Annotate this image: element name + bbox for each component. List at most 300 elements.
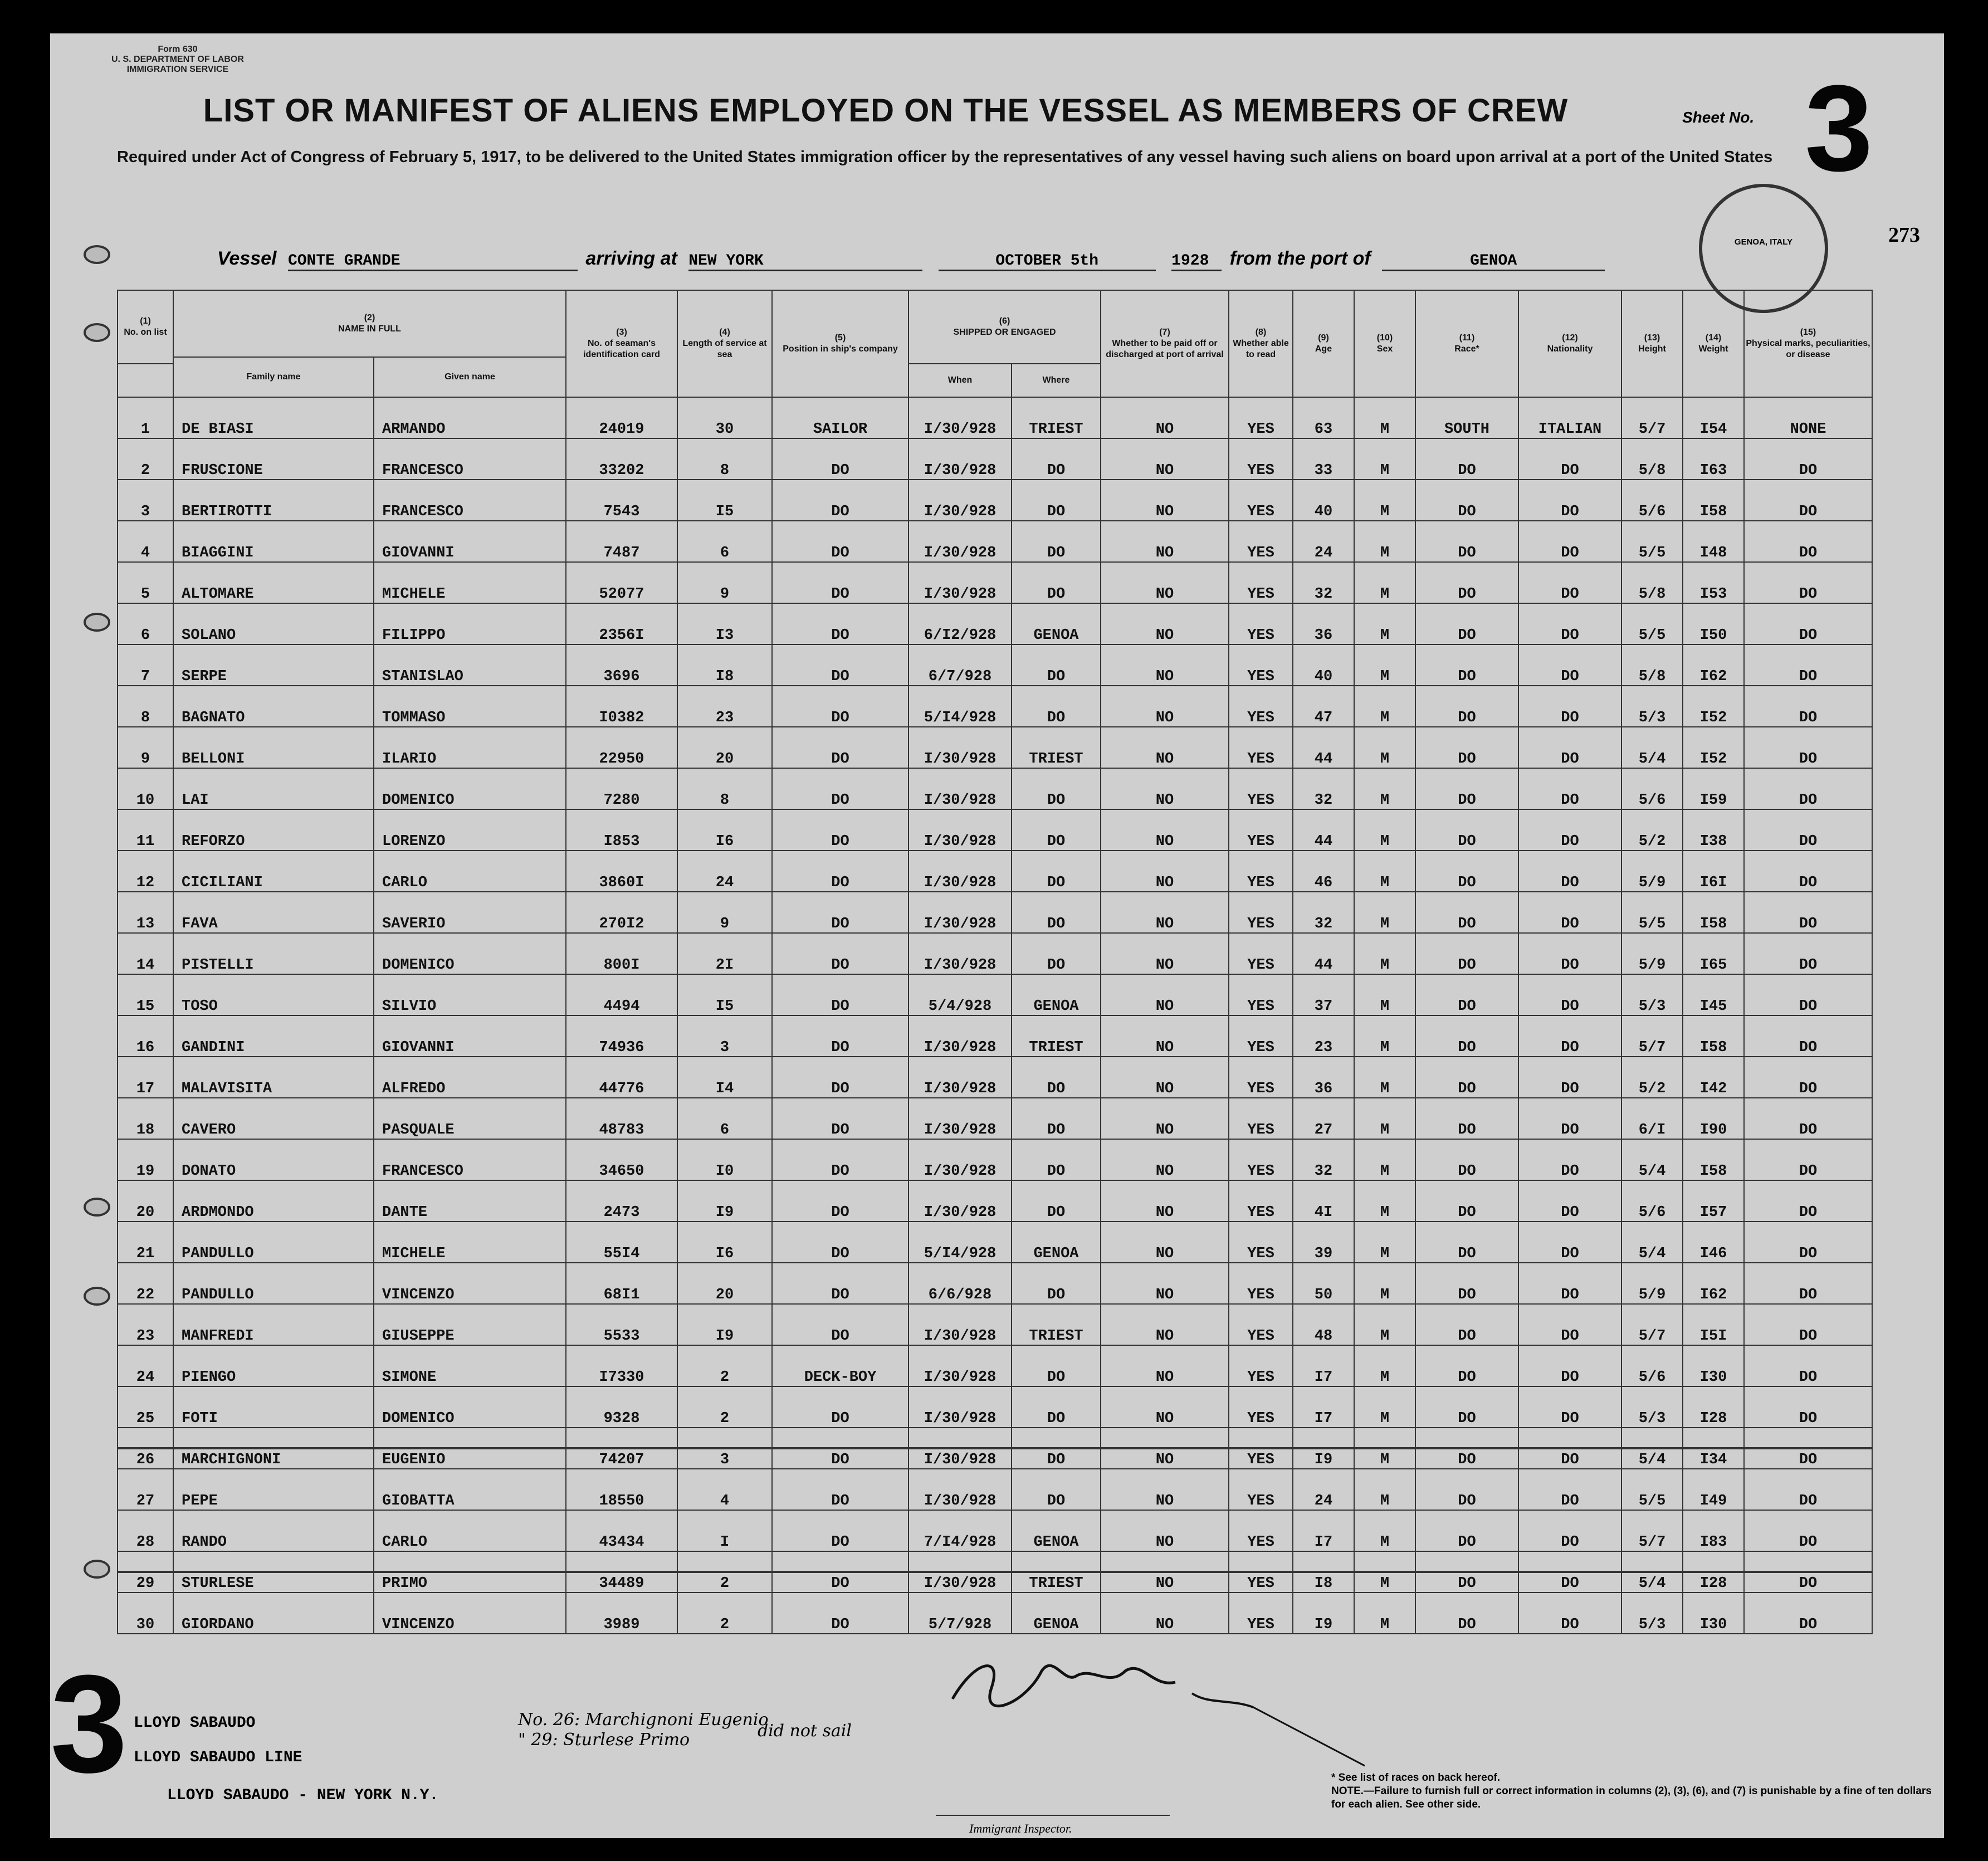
paid-off-cell: NO xyxy=(1101,1180,1229,1222)
family-name-cell: MALAVISITA xyxy=(173,1057,374,1098)
row-number-cell: 24 xyxy=(118,1345,173,1386)
family-name-cell: PANDULLO xyxy=(173,1222,374,1263)
service-length-cell: 30 xyxy=(677,397,772,438)
race-cell: DO xyxy=(1415,1428,1518,1469)
service-length-cell: 4 xyxy=(677,1469,772,1510)
card-number-cell: 34650 xyxy=(566,1139,677,1180)
vessel-name: CONTE GRANDE xyxy=(288,252,578,271)
height-cell: 5/4 xyxy=(1621,727,1683,768)
shipped-when-cell: I/30/928 xyxy=(908,1304,1012,1345)
height-cell: 5/9 xyxy=(1621,851,1683,892)
manifest-sheet xyxy=(50,33,1944,1858)
given-name-cell: DANTE xyxy=(374,1180,566,1222)
position-cell: DO xyxy=(772,851,908,892)
race-cell: DO xyxy=(1415,1510,1518,1551)
service-length-cell: 8 xyxy=(677,768,772,809)
age-cell: 40 xyxy=(1293,644,1354,686)
card-number-cell: 9328 xyxy=(566,1386,677,1428)
table-row xyxy=(118,1510,1872,1551)
sex-cell: M xyxy=(1354,686,1415,727)
race-cell: DO xyxy=(1415,1057,1518,1098)
height-cell: 5/4 xyxy=(1621,1139,1683,1180)
given-name-cell: GIOVANNI xyxy=(374,521,566,562)
table-row xyxy=(118,1345,1872,1386)
race-cell: DO xyxy=(1415,727,1518,768)
shipped-where-cell: DO xyxy=(1012,438,1101,480)
able-to-read-cell: YES xyxy=(1229,603,1293,644)
card-number-cell: I7330 xyxy=(566,1345,677,1386)
col-age-header: (9) Age xyxy=(1293,290,1354,397)
race-cell: DO xyxy=(1415,644,1518,686)
able-to-read-cell: YES xyxy=(1229,562,1293,603)
able-to-read-cell: YES xyxy=(1229,397,1293,438)
height-cell: 5/5 xyxy=(1621,1469,1683,1510)
card-number-cell: 7543 xyxy=(566,480,677,521)
family-name-cell: CAVERO xyxy=(173,1098,374,1139)
race-cell: DO xyxy=(1415,521,1518,562)
shipped-when-cell: I/30/928 xyxy=(908,1469,1012,1510)
service-length-cell: 8 xyxy=(677,438,772,480)
age-cell: I7 xyxy=(1293,1510,1354,1551)
nationality-cell: DO xyxy=(1518,1222,1621,1263)
vessel-line xyxy=(217,248,1605,271)
physical-marks-cell: DO xyxy=(1744,1386,1872,1428)
punch-hole xyxy=(84,1287,110,1306)
given-name-cell: VINCENZO xyxy=(374,1263,566,1304)
height-cell: 5/8 xyxy=(1621,438,1683,480)
table-row xyxy=(118,1428,1872,1469)
col-card-header: (3) No. of seaman's identification card xyxy=(566,290,677,397)
row-number-cell: 1 xyxy=(118,397,173,438)
sex-cell: M xyxy=(1354,1015,1415,1057)
card-number-cell: 2473 xyxy=(566,1180,677,1222)
physical-marks-cell: DO xyxy=(1744,1469,1872,1510)
shipped-where-cell: DO xyxy=(1012,768,1101,809)
row-number-cell: 28 xyxy=(118,1510,173,1551)
shipped-when-cell: I/30/928 xyxy=(908,1180,1012,1222)
nationality-cell: DO xyxy=(1518,562,1621,603)
col-position-header: (5) Position in ship's company xyxy=(772,290,908,397)
row-number-cell: 30 xyxy=(118,1593,173,1634)
col-sex-header: (10) Sex xyxy=(1354,290,1415,397)
sex-cell: M xyxy=(1354,1180,1415,1222)
able-to-read-cell: YES xyxy=(1229,1015,1293,1057)
service-length-cell: 3 xyxy=(677,1428,772,1469)
family-name-cell: FRUSCIONE xyxy=(173,438,374,480)
given-name-cell: FRANCESCO xyxy=(374,438,566,480)
given-name-cell: SAVERIO xyxy=(374,892,566,933)
row-number-cell: 8 xyxy=(118,686,173,727)
position-cell: DO xyxy=(772,974,908,1015)
race-cell: DO xyxy=(1415,1345,1518,1386)
service-length-cell: I xyxy=(677,1510,772,1551)
shipped-where-cell: DO xyxy=(1012,1428,1101,1469)
nationality-cell: DO xyxy=(1518,851,1621,892)
punch-hole xyxy=(84,613,110,632)
race-cell: DO xyxy=(1415,1304,1518,1345)
document-title: LIST OR MANIFEST OF ALIENS EMPLOYED ON THE VESSEL AS MEMBERS OF CREW xyxy=(203,92,1569,129)
height-cell: 5/4 xyxy=(1621,1428,1683,1469)
physical-marks-cell: DO xyxy=(1744,1139,1872,1180)
height-cell: 5/7 xyxy=(1621,1304,1683,1345)
shipped-where-cell: TRIEST xyxy=(1012,1304,1101,1345)
able-to-read-cell: YES xyxy=(1229,727,1293,768)
sex-cell: M xyxy=(1354,1222,1415,1263)
physical-marks-cell: DO xyxy=(1744,974,1872,1015)
family-name-cell: CICILIANI xyxy=(173,851,374,892)
race-footnote: * See list of races on back hereof. xyxy=(1331,1772,1501,1784)
card-number-cell: 55I4 xyxy=(566,1222,677,1263)
family-name-cell: PIENGO xyxy=(173,1345,374,1386)
sex-cell: M xyxy=(1354,1345,1415,1386)
physical-marks-cell: DO xyxy=(1744,1345,1872,1386)
position-cell: DO xyxy=(772,1263,908,1304)
given-name-cell: FRANCESCO xyxy=(374,480,566,521)
physical-marks-cell: NONE xyxy=(1744,397,1872,438)
card-number-cell: 4494 xyxy=(566,974,677,1015)
able-to-read-cell: YES xyxy=(1229,686,1293,727)
sex-cell: M xyxy=(1354,644,1415,686)
position-cell: DO xyxy=(772,521,908,562)
height-cell: 5/9 xyxy=(1621,933,1683,974)
paid-off-cell: NO xyxy=(1101,1510,1229,1551)
shipped-where-cell: GENOA xyxy=(1012,1510,1101,1551)
row-number-cell: 15 xyxy=(118,974,173,1015)
table-row xyxy=(118,933,1872,974)
position-cell: DO xyxy=(772,480,908,521)
given-name-cell: MICHELE xyxy=(374,562,566,603)
age-cell: 23 xyxy=(1293,1015,1354,1057)
physical-marks-cell: DO xyxy=(1744,1222,1872,1263)
shipped-where-cell: DO xyxy=(1012,480,1101,521)
able-to-read-cell: YES xyxy=(1229,851,1293,892)
given-name-cell: LORENZO xyxy=(374,809,566,851)
arrival-year: 1928 xyxy=(1171,252,1222,271)
service-length-cell: 9 xyxy=(677,562,772,603)
shipped-when-cell: I/30/928 xyxy=(908,809,1012,851)
height-cell: 5/4 xyxy=(1621,1222,1683,1263)
sex-cell: M xyxy=(1354,1139,1415,1180)
physical-marks-cell: DO xyxy=(1744,562,1872,603)
sex-cell: M xyxy=(1354,933,1415,974)
weight-cell: I57 xyxy=(1683,1180,1744,1222)
age-cell: 46 xyxy=(1293,851,1354,892)
weight-cell: I5I xyxy=(1683,1304,1744,1345)
card-number-cell: 5533 xyxy=(566,1304,677,1345)
card-number-cell: 34489 xyxy=(566,1551,677,1593)
race-cell: DO xyxy=(1415,1015,1518,1057)
row-number-cell: 6 xyxy=(118,603,173,644)
punch-hole xyxy=(84,323,110,342)
sex-cell: M xyxy=(1354,562,1415,603)
paid-off-cell: NO xyxy=(1101,1098,1229,1139)
sex-cell: M xyxy=(1354,768,1415,809)
card-number-cell: 3989 xyxy=(566,1593,677,1634)
table-row xyxy=(118,1469,1872,1510)
physical-marks-cell: DO xyxy=(1744,892,1872,933)
sheet-number-large: 3 xyxy=(50,1646,128,1801)
card-number-cell: 24019 xyxy=(566,397,677,438)
sheet-label: Sheet No. xyxy=(1682,109,1755,126)
age-cell: 44 xyxy=(1293,809,1354,851)
departure-port: GENOA xyxy=(1382,252,1605,271)
weight-cell: I52 xyxy=(1683,686,1744,727)
table-row xyxy=(118,851,1872,892)
able-to-read-cell: YES xyxy=(1229,1345,1293,1386)
from-label: from the port of xyxy=(1229,248,1371,269)
card-number-cell: 52077 xyxy=(566,562,677,603)
weight-cell: I58 xyxy=(1683,1139,1744,1180)
able-to-read-cell: YES xyxy=(1229,933,1293,974)
shipped-where-cell: DO xyxy=(1012,933,1101,974)
race-cell: DO xyxy=(1415,1593,1518,1634)
physical-marks-cell: DO xyxy=(1744,1057,1872,1098)
weight-cell: I58 xyxy=(1683,1015,1744,1057)
given-name-cell: ALFREDO xyxy=(374,1057,566,1098)
vessel-label: Vessel xyxy=(217,248,277,269)
age-cell: 32 xyxy=(1293,562,1354,603)
service-length-cell: 2 xyxy=(677,1345,772,1386)
nationality-cell: DO xyxy=(1518,809,1621,851)
race-cell: DO xyxy=(1415,603,1518,644)
shipped-when-cell: I/30/928 xyxy=(908,1139,1012,1180)
card-number-cell: 74207 xyxy=(566,1428,677,1469)
shipped-where-cell: GENOA xyxy=(1012,603,1101,644)
service-length-cell: I5 xyxy=(677,974,772,1015)
shipped-when-cell: 5/4/928 xyxy=(908,974,1012,1015)
able-to-read-cell: YES xyxy=(1229,974,1293,1015)
given-name-cell: DOMENICO xyxy=(374,1386,566,1428)
nationality-cell: DO xyxy=(1518,727,1621,768)
paid-off-cell: NO xyxy=(1101,1345,1229,1386)
physical-marks-cell: DO xyxy=(1744,1304,1872,1345)
paid-off-cell: NO xyxy=(1101,1222,1229,1263)
age-cell: 63 xyxy=(1293,397,1354,438)
nationality-cell: DO xyxy=(1518,1098,1621,1139)
given-name-cell: CARLO xyxy=(374,851,566,892)
family-name-cell: GANDINI xyxy=(173,1015,374,1057)
given-name-cell: GIUSEPPE xyxy=(374,1304,566,1345)
shipped-when-cell: 6/6/928 xyxy=(908,1263,1012,1304)
position-cell: DO xyxy=(772,1222,908,1263)
age-cell: 24 xyxy=(1293,1469,1354,1510)
shipped-when-cell: 7/I4/928 xyxy=(908,1510,1012,1551)
table-row xyxy=(118,644,1872,686)
service-length-cell: I8 xyxy=(677,644,772,686)
shipped-where-cell: GENOA xyxy=(1012,974,1101,1015)
nationality-cell: DO xyxy=(1518,1469,1621,1510)
given-name-cell: FILIPPO xyxy=(374,603,566,644)
physical-marks-cell: DO xyxy=(1744,686,1872,727)
sex-cell: M xyxy=(1354,1551,1415,1593)
race-cell: DO xyxy=(1415,933,1518,974)
service-length-cell: 20 xyxy=(677,727,772,768)
punch-hole xyxy=(84,1198,110,1217)
shipped-when-cell: I/30/928 xyxy=(908,521,1012,562)
given-name-cell: DOMENICO xyxy=(374,933,566,974)
shipped-when-cell: I/30/928 xyxy=(908,933,1012,974)
paid-off-cell: NO xyxy=(1101,851,1229,892)
physical-marks-cell: DO xyxy=(1744,644,1872,686)
paid-off-cell: NO xyxy=(1101,1593,1229,1634)
position-cell: DO xyxy=(772,1180,908,1222)
height-cell: 5/3 xyxy=(1621,974,1683,1015)
handwritten-note: No. 26: Marchignoni Eugenio " 29: Sturlese Primo xyxy=(518,1710,769,1750)
able-to-read-cell: YES xyxy=(1229,438,1293,480)
service-length-cell: 3 xyxy=(677,1015,772,1057)
sex-cell: M xyxy=(1354,397,1415,438)
card-number-cell: 2356I xyxy=(566,603,677,644)
arriving-port: NEW YORK xyxy=(688,252,922,271)
position-cell: DECK-BOY xyxy=(772,1345,908,1386)
position-cell: DO xyxy=(772,1057,908,1098)
position-cell: SAILOR xyxy=(772,397,908,438)
shipped-when-cell: 5/7/928 xyxy=(908,1593,1012,1634)
shipped-when-cell: I/30/928 xyxy=(908,1428,1012,1469)
physical-marks-cell: DO xyxy=(1744,1015,1872,1057)
row-number-cell: 26 xyxy=(118,1428,173,1469)
family-name-cell: FOTI xyxy=(173,1386,374,1428)
col-read-header: (8) Whether able to read xyxy=(1229,290,1293,397)
card-number-cell: 68I1 xyxy=(566,1263,677,1304)
shipped-where-cell: DO xyxy=(1012,1098,1101,1139)
race-cell: DO xyxy=(1415,1469,1518,1510)
weight-cell: I28 xyxy=(1683,1386,1744,1428)
given-name-cell: SILVIO xyxy=(374,974,566,1015)
able-to-read-cell: YES xyxy=(1229,1180,1293,1222)
paid-off-cell: NO xyxy=(1101,1551,1229,1593)
physical-marks-cell: DO xyxy=(1744,1428,1872,1469)
position-cell: DO xyxy=(772,562,908,603)
service-length-cell: I6 xyxy=(677,809,772,851)
age-cell: I9 xyxy=(1293,1428,1354,1469)
height-cell: 5/4 xyxy=(1621,1551,1683,1593)
nationality-cell: DO xyxy=(1518,1510,1621,1551)
age-cell: 37 xyxy=(1293,974,1354,1015)
sex-cell: M xyxy=(1354,521,1415,562)
sex-cell: M xyxy=(1354,892,1415,933)
sex-cell: M xyxy=(1354,438,1415,480)
shipped-where-cell: DO xyxy=(1012,1139,1101,1180)
position-cell: DO xyxy=(772,438,908,480)
document-subtitle: Required under Act of Congress of February 5, 1917, to be delivered to the United States immigration officer by the representatives of any vessel having such aliens on board upon arrival at a port of the United States xyxy=(117,148,1773,166)
service-length-cell: I6 xyxy=(677,1222,772,1263)
shipped-when-cell: I/30/928 xyxy=(908,1015,1012,1057)
service-length-cell: 6 xyxy=(677,1098,772,1139)
weight-cell: I45 xyxy=(1683,974,1744,1015)
height-cell: 5/5 xyxy=(1621,892,1683,933)
card-number-cell: 800I xyxy=(566,933,677,974)
position-cell: DO xyxy=(772,768,908,809)
service-length-cell: 2 xyxy=(677,1593,772,1634)
table-row xyxy=(118,480,1872,521)
shipped-when-cell: I/30/928 xyxy=(908,1345,1012,1386)
col-paid-header: (7) Whether to be paid off or discharged at port of arrival xyxy=(1101,290,1229,397)
race-cell: DO xyxy=(1415,1263,1518,1304)
punch-hole xyxy=(84,1560,110,1579)
position-cell: DO xyxy=(772,892,908,933)
crew-manifest-table xyxy=(117,290,1873,1634)
paid-off-cell: NO xyxy=(1101,933,1229,974)
weight-cell: I30 xyxy=(1683,1593,1744,1634)
position-cell: DO xyxy=(772,933,908,974)
sex-cell: M xyxy=(1354,480,1415,521)
row-number-cell: 19 xyxy=(118,1139,173,1180)
age-cell: 48 xyxy=(1293,1304,1354,1345)
service-length-cell: I5 xyxy=(677,480,772,521)
age-cell: 33 xyxy=(1293,438,1354,480)
card-number-cell: 3696 xyxy=(566,644,677,686)
able-to-read-cell: YES xyxy=(1229,480,1293,521)
position-cell: DO xyxy=(772,1551,908,1593)
given-name-cell: FRANCESCO xyxy=(374,1139,566,1180)
nationality-cell: DO xyxy=(1518,1057,1621,1098)
family-name-cell: SOLANO xyxy=(173,603,374,644)
shipped-where-cell: TRIEST xyxy=(1012,1551,1101,1593)
shipped-when-cell: I/30/928 xyxy=(908,1098,1012,1139)
family-name-cell: BAGNATO xyxy=(173,686,374,727)
weight-cell: I34 xyxy=(1683,1428,1744,1469)
card-number-cell: I0382 xyxy=(566,686,677,727)
height-cell: 5/6 xyxy=(1621,768,1683,809)
given-name-cell: SIMONE xyxy=(374,1345,566,1386)
table-row xyxy=(118,562,1872,603)
paid-off-cell: NO xyxy=(1101,1304,1229,1345)
row-number-cell: 9 xyxy=(118,727,173,768)
sex-cell: M xyxy=(1354,1263,1415,1304)
shipped-when-cell: I/30/928 xyxy=(908,480,1012,521)
card-number-cell: 270I2 xyxy=(566,892,677,933)
height-cell: 5/6 xyxy=(1621,1180,1683,1222)
shipped-where-cell: DO xyxy=(1012,1386,1101,1428)
family-name-cell: BERTIROTTI xyxy=(173,480,374,521)
nationality-cell: DO xyxy=(1518,686,1621,727)
nationality-cell: DO xyxy=(1518,1304,1621,1345)
family-name-cell: RANDO xyxy=(173,1510,374,1551)
paid-off-cell: NO xyxy=(1101,1015,1229,1057)
shipped-when-cell: I/30/928 xyxy=(908,397,1012,438)
card-number-cell: 43434 xyxy=(566,1510,677,1551)
height-cell: 5/7 xyxy=(1621,1510,1683,1551)
age-cell: 32 xyxy=(1293,768,1354,809)
shipped-when-cell: I/30/928 xyxy=(908,438,1012,480)
family-name-cell: LAI xyxy=(173,768,374,809)
row-number-cell: 11 xyxy=(118,809,173,851)
age-cell: I7 xyxy=(1293,1345,1354,1386)
race-cell: DO xyxy=(1415,438,1518,480)
sex-cell: M xyxy=(1354,809,1415,851)
nationality-cell: DO xyxy=(1518,1551,1621,1593)
shipped-where-cell: GENOA xyxy=(1012,1222,1101,1263)
nationality-cell: DO xyxy=(1518,1263,1621,1304)
col-no-header: (1) No. on list xyxy=(118,290,173,364)
table-row xyxy=(118,397,1872,438)
table-row xyxy=(118,1551,1872,1593)
consulate-seal: GENOA, ITALY xyxy=(1699,184,1828,313)
position-cell: DO xyxy=(772,727,908,768)
position-cell: DO xyxy=(772,1510,908,1551)
nationality-cell: DO xyxy=(1518,438,1621,480)
height-cell: 6/I xyxy=(1621,1098,1683,1139)
agents-label: Agents xyxy=(89,1844,131,1858)
given-name-cell: EUGENIO xyxy=(374,1428,566,1469)
given-name-cell: CARLO xyxy=(374,1510,566,1551)
sex-cell: M xyxy=(1354,1593,1415,1634)
table-row xyxy=(118,438,1872,480)
paid-off-cell: NO xyxy=(1101,521,1229,562)
inspector-signature xyxy=(941,1638,1276,1716)
row-number-cell: 23 xyxy=(118,1304,173,1345)
